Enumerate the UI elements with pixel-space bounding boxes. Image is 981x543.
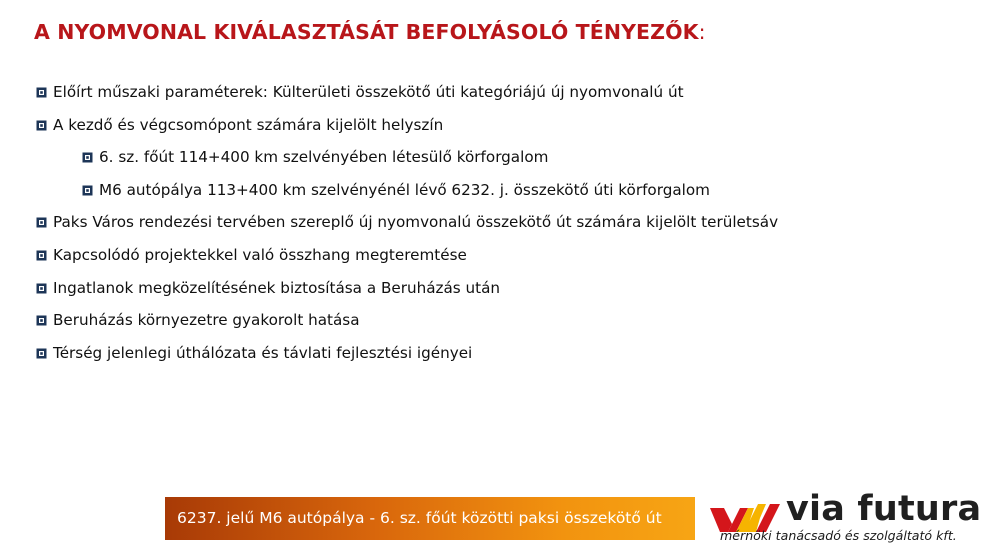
bullet-item (36, 245, 936, 278)
bullet-list (36, 82, 936, 375)
sub-bullet-item (82, 180, 936, 213)
logo-tagline: mérnöki tanácsadó és szolgáltató kft. (720, 528, 957, 543)
bullet-text: Térség jelenlegi úthálózata és távlati fejlesztési igényei (53, 343, 473, 362)
checkbox-bullet-icon (36, 348, 47, 359)
bullet-item (36, 343, 936, 376)
slide-title-text: A NYOMVONAL KIVÁLASZTÁSÁT BEFOLYÁSOLÓ TÉNYEZŐK (34, 20, 699, 44)
slide-title (34, 20, 706, 44)
checkbox-bullet-icon (36, 315, 47, 326)
checkbox-bullet-icon (36, 283, 47, 294)
slide-title-colon: : (698, 20, 706, 44)
bullet-item (36, 278, 936, 311)
checkbox-bullet-icon (36, 250, 47, 261)
checkbox-bullet-icon (36, 87, 47, 98)
logo-name: via futura (786, 489, 981, 529)
bullet-text: 6. sz. főút 114+400 km szelvényében létesülő körforgalom (99, 148, 549, 167)
bullet-item (36, 310, 936, 343)
checkbox-bullet-icon (36, 217, 47, 228)
bullet-item (36, 82, 936, 115)
sub-bullet-item (82, 147, 936, 180)
footer-text: 6237. jelű M6 autópálya - 6. sz. főút közötti paksi összekötő út (177, 509, 662, 527)
bullet-text: Beruházás környezetre gyakorolt hatása (53, 311, 360, 330)
bullet-item (36, 212, 936, 245)
checkbox-bullet-icon (82, 185, 93, 196)
bullet-text: M6 autópálya 113+400 km szelvényénél lévő 6232. j. összekötő úti körforgalom (99, 180, 710, 199)
bullet-text: A kezdő és végcsomópont számára kijelölt helyszín (53, 115, 444, 134)
bullet-item (36, 115, 936, 148)
checkbox-bullet-icon (82, 152, 93, 163)
bullet-text: Ingatlanok megközelítésének biztosítása a Beruházás után (53, 278, 501, 297)
bullet-text: Kapcsolódó projektekkel való összhang megteremtése (53, 245, 467, 264)
checkbox-bullet-icon (36, 120, 47, 131)
company-logo (708, 489, 981, 543)
bullet-text: Paks Város rendezési tervében szereplő új nyomvonalú összekötő út számára kijelölt területsáv (53, 213, 779, 232)
bullet-text: Előírt műszaki paraméterek: Külterületi összekötő úti kategóriájú új nyomvonalú út (53, 83, 684, 101)
footer-bar (165, 497, 695, 540)
